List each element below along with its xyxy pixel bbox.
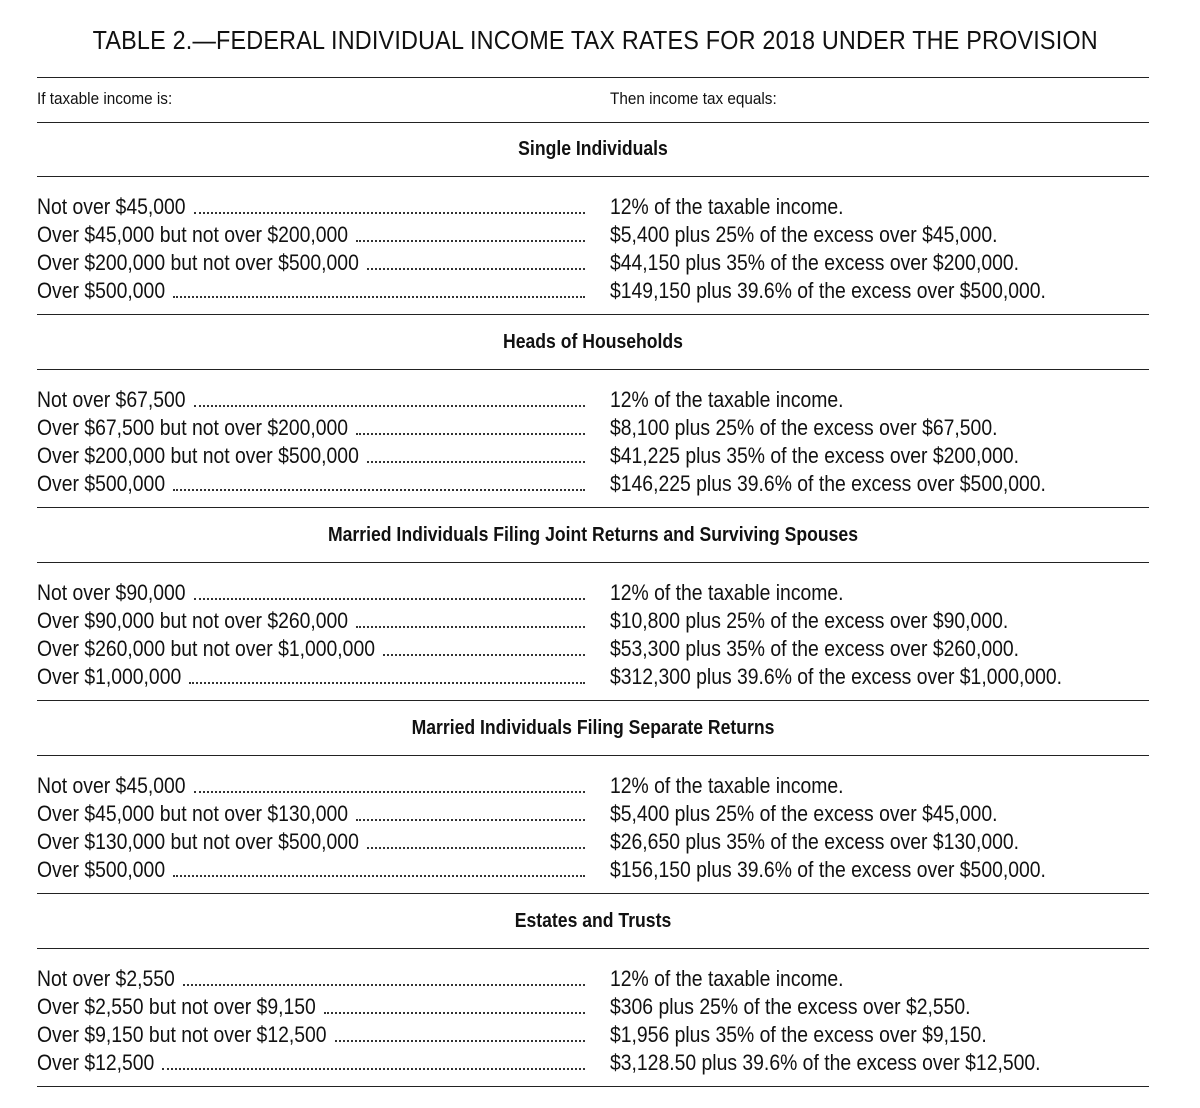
income-bracket-cell bbox=[37, 827, 585, 855]
table-row bbox=[37, 634, 1149, 662]
section-title-rule bbox=[37, 562, 1149, 563]
column-header-income-tax: Then income tax equals: bbox=[610, 89, 777, 108]
table-row bbox=[37, 220, 1149, 248]
income-tax-formula: $156,150 plus 39.6% of the excess over $500,000. bbox=[610, 857, 1046, 882]
dot-leader bbox=[356, 819, 585, 821]
income-bracket-label: Over $67,500 but not over $200,000 bbox=[37, 415, 349, 440]
table-row bbox=[37, 276, 1149, 304]
income-tax-formula: 12% of the taxable income. bbox=[610, 580, 844, 605]
income-bracket-label: Not over $90,000 bbox=[37, 580, 186, 605]
income-bracket-cell bbox=[37, 441, 585, 469]
income-tax-formula: $3,128.50 plus 39.6% of the excess over $12,500. bbox=[610, 1050, 1041, 1075]
income-bracket-cell bbox=[37, 1020, 585, 1048]
dot-leader bbox=[194, 405, 585, 407]
dot-leader bbox=[356, 240, 585, 242]
income-bracket-label: Over $500,000 bbox=[37, 471, 166, 496]
section-title-rule bbox=[37, 755, 1149, 756]
table-row bbox=[37, 662, 1149, 690]
dot-leader bbox=[356, 433, 585, 435]
header-rule bbox=[37, 122, 1149, 123]
income-bracket-cell bbox=[37, 385, 585, 413]
dot-leader bbox=[173, 489, 585, 491]
table-row bbox=[37, 385, 1149, 413]
income-tax-formula: $146,225 plus 39.6% of the excess over $500,000. bbox=[610, 471, 1046, 496]
dot-leader bbox=[194, 598, 585, 600]
table-row bbox=[37, 1020, 1149, 1048]
section-rows-single-individuals bbox=[37, 192, 1149, 304]
section-rows-married-individuals-filing-separate-returns bbox=[37, 771, 1149, 883]
table-row bbox=[37, 1048, 1149, 1076]
income-bracket-label: Not over $67,500 bbox=[37, 387, 186, 412]
income-tax-formula: 12% of the taxable income. bbox=[610, 194, 844, 219]
income-bracket-label: Over $200,000 but not over $500,000 bbox=[37, 443, 359, 468]
income-tax-formula: $8,100 plus 25% of the excess over $67,500. bbox=[610, 415, 998, 440]
section-title-estates-and-trusts: Estates and Trusts bbox=[514, 910, 672, 932]
section-title-married-individuals-filing-separate-returns: Married Individuals Filing Separate Returns bbox=[411, 717, 775, 739]
dot-leader bbox=[356, 626, 585, 628]
income-bracket-label: Not over $2,550 bbox=[37, 966, 175, 991]
income-bracket-label: Over $500,000 bbox=[37, 857, 166, 882]
income-tax-formula: $312,300 plus 39.6% of the excess over $1,000,000. bbox=[610, 664, 1063, 689]
income-tax-formula: $306 plus 25% of the excess over $2,550. bbox=[610, 994, 971, 1019]
income-bracket-label: Not over $45,000 bbox=[37, 194, 186, 219]
income-bracket-label: Over $45,000 but not over $130,000 bbox=[37, 801, 349, 826]
section-bottom-rule bbox=[37, 893, 1149, 894]
income-bracket-cell bbox=[37, 855, 585, 883]
income-bracket-cell bbox=[37, 799, 585, 827]
dot-leader bbox=[367, 847, 585, 849]
column-header-taxable-income: If taxable income is: bbox=[37, 89, 173, 108]
dot-leader bbox=[173, 296, 585, 298]
income-tax-formula: 12% of the taxable income. bbox=[610, 966, 844, 991]
income-tax-formula: 12% of the taxable income. bbox=[610, 773, 844, 798]
income-bracket-label: Not over $45,000 bbox=[37, 773, 186, 798]
dot-leader bbox=[367, 268, 585, 270]
dot-leader bbox=[367, 461, 585, 463]
income-tax-formula: $5,400 plus 25% of the excess over $45,000. bbox=[610, 222, 998, 247]
income-tax-formula: $5,400 plus 25% of the excess over $45,000. bbox=[610, 801, 998, 826]
table-row bbox=[37, 827, 1149, 855]
income-bracket-cell bbox=[37, 192, 585, 220]
income-bracket-cell bbox=[37, 469, 585, 497]
income-bracket-cell bbox=[37, 771, 585, 799]
section-bottom-rule bbox=[37, 700, 1149, 701]
income-bracket-cell bbox=[37, 1048, 585, 1076]
income-bracket-cell bbox=[37, 992, 585, 1020]
income-bracket-label: Over $2,550 but not over $9,150 bbox=[37, 994, 316, 1019]
table-row bbox=[37, 192, 1149, 220]
table-row bbox=[37, 413, 1149, 441]
income-bracket-label: Over $90,000 but not over $260,000 bbox=[37, 608, 349, 633]
income-tax-formula: $149,150 plus 39.6% of the excess over $500,000. bbox=[610, 278, 1046, 303]
dot-leader bbox=[173, 875, 585, 877]
income-bracket-label: Over $9,150 but not over $12,500 bbox=[37, 1022, 327, 1047]
table-row bbox=[37, 992, 1149, 1020]
dot-leader bbox=[183, 984, 585, 986]
dot-leader bbox=[383, 654, 585, 656]
income-bracket-label: Over $260,000 but not over $1,000,000 bbox=[37, 636, 375, 661]
income-bracket-cell bbox=[37, 276, 585, 304]
income-bracket-label: Over $200,000 but not over $500,000 bbox=[37, 250, 359, 275]
income-bracket-label: Over $130,000 but not over $500,000 bbox=[37, 829, 359, 854]
income-tax-formula: 12% of the taxable income. bbox=[610, 387, 844, 412]
section-bottom-rule bbox=[37, 1086, 1149, 1087]
section-rows-heads-of-households bbox=[37, 385, 1149, 497]
income-bracket-cell bbox=[37, 220, 585, 248]
section-title-rule bbox=[37, 948, 1149, 949]
section-bottom-rule bbox=[37, 507, 1149, 508]
dot-leader bbox=[194, 212, 585, 214]
dot-leader bbox=[335, 1040, 585, 1042]
income-bracket-label: Over $12,500 bbox=[37, 1050, 155, 1075]
table-row bbox=[37, 606, 1149, 634]
dot-leader bbox=[324, 1012, 585, 1014]
income-tax-formula: $1,956 plus 35% of the excess over $9,150. bbox=[610, 1022, 987, 1047]
table-row bbox=[37, 578, 1149, 606]
section-title-married-individuals-filing-joint-returns-and-surviving-spouses: Married Individuals Filing Joint Returns and Surviving Spouses bbox=[327, 524, 859, 546]
top-rule bbox=[37, 77, 1149, 78]
income-bracket-cell bbox=[37, 248, 585, 276]
dot-leader bbox=[162, 1068, 585, 1070]
income-tax-formula: $44,150 plus 35% of the excess over $200,000. bbox=[610, 250, 1020, 275]
income-tax-formula: $26,650 plus 35% of the excess over $130,000. bbox=[610, 829, 1020, 854]
section-title-rule bbox=[37, 369, 1149, 370]
income-bracket-label: Over $500,000 bbox=[37, 278, 166, 303]
dot-leader bbox=[194, 791, 585, 793]
section-title-heads-of-households: Heads of Households bbox=[503, 331, 683, 353]
section-title-rule bbox=[37, 176, 1149, 177]
income-tax-formula: $41,225 plus 35% of the excess over $200,000. bbox=[610, 443, 1020, 468]
section-rows-married-individuals-filing-joint-returns-and-surviving-spouses bbox=[37, 578, 1149, 690]
table-row bbox=[37, 799, 1149, 827]
table-row bbox=[37, 441, 1149, 469]
table-row bbox=[37, 469, 1149, 497]
table-title: TABLE 2.—FEDERAL INDIVIDUAL INCOME TAX RATES FOR 2018 UNDER THE PROVISION bbox=[92, 25, 1098, 55]
table-row bbox=[37, 855, 1149, 883]
income-bracket-cell bbox=[37, 662, 585, 690]
income-bracket-label: Over $45,000 but not over $200,000 bbox=[37, 222, 349, 247]
income-tax-formula: $10,800 plus 25% of the excess over $90,000. bbox=[610, 608, 1009, 633]
income-bracket-cell bbox=[37, 413, 585, 441]
income-bracket-cell bbox=[37, 578, 585, 606]
table-row bbox=[37, 248, 1149, 276]
table-row bbox=[37, 964, 1149, 992]
income-tax-formula: $53,300 plus 35% of the excess over $260,000. bbox=[610, 636, 1020, 661]
dot-leader bbox=[189, 682, 585, 684]
section-rows-estates-and-trusts bbox=[37, 964, 1149, 1076]
section-title-single-individuals: Single Individuals bbox=[518, 138, 668, 160]
income-bracket-cell bbox=[37, 634, 585, 662]
section-bottom-rule bbox=[37, 314, 1149, 315]
income-bracket-cell bbox=[37, 964, 585, 992]
income-bracket-cell bbox=[37, 606, 585, 634]
table-row bbox=[37, 771, 1149, 799]
income-bracket-label: Over $1,000,000 bbox=[37, 664, 182, 689]
